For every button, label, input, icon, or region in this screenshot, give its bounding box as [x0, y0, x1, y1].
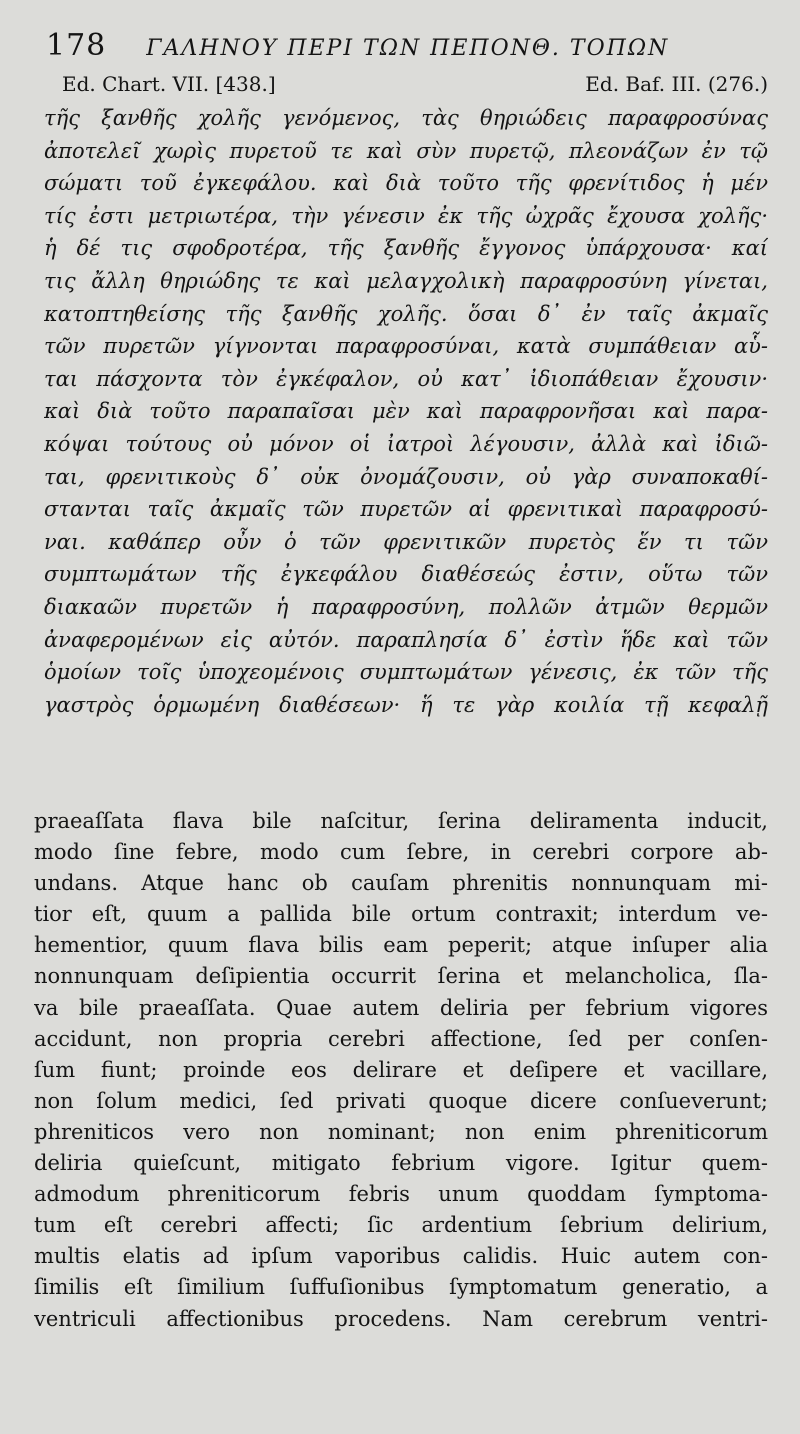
- greek-text-line: κατοπτηθείσης τῆς ξανθῆς χολῆς. ὅσαι δ᾽ ἐν ταῖς ἀκμαῖς: [44, 301, 768, 326]
- latin-text-line: deliria quieſcunt, mitigato febrium vigore. Igitur quem-: [34, 1151, 768, 1176]
- greek-text-line: διακαῶν πυρετῶν ἡ παραφροσύνη, πολλῶν ἀτμῶν θερμῶν: [44, 594, 768, 619]
- latin-text-line: accidunt, non propria cerebri affectione, ſed per conſen-: [34, 1026, 768, 1051]
- edition-left: Ed. Chart. VII. [438.]: [62, 72, 276, 96]
- greek-text-line: γαστρὸς ὁρμωμένη διαθέσεων· ἥ τε γὰρ κοιλία τῇ κεφαλῇ: [44, 692, 768, 717]
- greek-text-block: [44, 102, 768, 721]
- greek-text-line: τῆς ξανθῆς χολῆς γενόμενος, τὰς θηριώδεις παραφροσύνας: [44, 106, 768, 130]
- latin-text-line: phreniticos vero non nominant; non enim phreniticorum: [34, 1119, 768, 1144]
- greek-text-line: τίς ἐστι μετριωτέρα, τὴν γένεσιν ἐκ τῆς ὠχρᾶς ἔχουσα χολῆς·: [44, 203, 768, 228]
- greek-text-line: ται, φρενιτικοὺς δ᾽ οὐκ ὀνομάζουσιν, οὐ γὰρ συναποκαθί-: [44, 464, 768, 489]
- greek-text-line: στανται ταῖς ἀκμαῖς τῶν πυρετῶν αἱ φρενιτικαὶ παραφροσύ-: [44, 497, 768, 522]
- greek-text-line: ἀποτελεῖ χωρὶς πυρετοῦ τε καὶ σὺν πυρετῷ, πλεονάζων ἐν τῷ: [44, 138, 768, 163]
- greek-text-line: ἀναφερομένων εἰς αὐτόν. παραπλησία δ᾽ ἐστὶν ἥδε καὶ τῶν: [44, 627, 768, 652]
- latin-text-line: ventriculi affectionibus procedens. Nam cerebrum ventri-: [34, 1306, 768, 1331]
- latin-text-line: admodum phreniticorum febris unum quoddam ſymptoma-: [34, 1182, 768, 1207]
- greek-text-line: σώματι τοῦ ἐγκεφάλου. καὶ διὰ τοῦτο τῆς φρενίτιδος ἡ μέν: [44, 171, 768, 196]
- running-head: [46, 28, 766, 64]
- greek-text-line: τῶν πυρετῶν γίγνονται παραφροσύναι, κατὰ συμπάθειαν αὗ-: [44, 334, 768, 359]
- latin-text-line: undans. Atque hanc ob cauſam phrenitis nonnunquam mi-: [34, 871, 768, 896]
- latin-text-line: ſimilis eſt ſimilium ſuffuſionibus ſymptomatum generatio, a: [34, 1275, 768, 1300]
- greek-text-line: ται πάσχοντα τὸν ἐγκέφαλον, οὐ κατ᾽ ἰδιοπάθειαν ἔχουσιν·: [44, 366, 768, 391]
- latin-text-block: [34, 806, 768, 1335]
- latin-text-line: hementior, quum flava bilis eam peperit; atque inſuper alia: [34, 933, 768, 958]
- page-number: 178: [46, 28, 107, 63]
- edition-references: [62, 72, 768, 96]
- running-title: ΓΑΛΗΝΟΥ ΠΕΡΙ ΤΩΝ ΠΕΠΟΝΘ. ΤΟΠΩΝ: [146, 36, 670, 61]
- latin-text-line: praeaſſata flava bile naſcitur, ſerina deliramenta inducit,: [34, 809, 768, 833]
- latin-text-line: nonnunquam deſipientia occurrit ſerina et melancholica, ſla-: [34, 964, 768, 989]
- greek-text-line: καὶ διὰ τοῦτο παραπαῖσαι μὲν καὶ παραφρονῆσαι καὶ παρα-: [44, 399, 768, 424]
- greek-text-line: κόψαι τούτους οὐ μόνον οἱ ἰατροὶ λέγουσιν, ἀλλὰ καὶ ἰδιῶ-: [44, 431, 768, 456]
- greek-text-line: τις ἄλλη θηριώδης τε καὶ μελαγχολικὴ παραφροσύνη γίνεται,: [44, 268, 768, 293]
- edition-right: Ed. Baf. III. (276.): [585, 72, 768, 96]
- latin-text-line: tior eſt, quum a pallida bile ortum contraxit; interdum ve-: [34, 902, 768, 927]
- greek-text-line: ὁμοίων τοῖς ὑποχεομένοις συμπτωμάτων γένεσις, ἐκ τῶν τῆς: [44, 660, 768, 685]
- latin-text-line: non ſolum medici, ſed privati quoque dicere conſueverunt;: [34, 1088, 768, 1113]
- latin-text-line: modo ſine febre, modo cum ſebre, in cerebri corpore ab-: [34, 840, 768, 865]
- greek-text-line: ἡ δέ τις σφοδροτέρα, τῆς ξανθῆς ἔγγονος ὑπάρχουσα· καί: [44, 236, 768, 261]
- greek-text-line: ναι. καθάπερ οὖν ὁ τῶν φρενιτικῶν πυρετὸς ἕν τι τῶν: [44, 529, 768, 554]
- latin-text-line: tum eſt cerebri affecti; ſic ardentium ſebrium delirium,: [34, 1213, 768, 1238]
- latin-text-line: ſum fiunt; proinde eos delirare et deſipere et vacillare,: [34, 1057, 768, 1082]
- greek-text-line: συμπτωμάτων τῆς ἐγκεφάλου διαθέσεώς ἐστιν, οὕτω τῶν: [44, 562, 768, 587]
- latin-text-line: va bile praeaſſata. Quae autem deliria per febrium vigores: [34, 995, 768, 1020]
- latin-text-line: multis elatis ad ipſum vaporibus calidis. Huic autem con-: [34, 1244, 768, 1269]
